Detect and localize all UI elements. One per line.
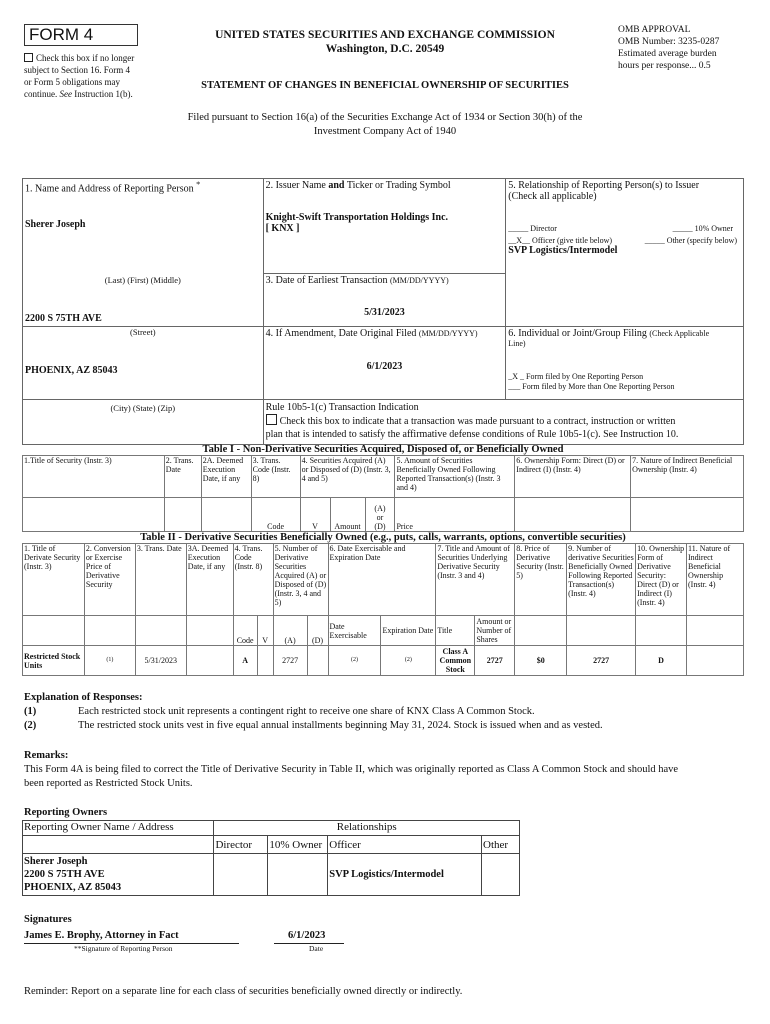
rule-10b5-cell	[263, 400, 743, 445]
owner-other	[482, 854, 520, 896]
table2-title: Table II - Derivative Securities Beneficially Owned (e.g., puts, calls, warrants, options, convertible securities)	[140, 532, 626, 543]
t2-col-conversion: 2. Conversion or Exercise Price of Derivative Security	[84, 544, 135, 616]
t2-sub-blank4	[186, 616, 233, 646]
form-title: FORM 4	[24, 24, 138, 46]
explanation-row2	[24, 719, 754, 733]
t2-cell-price: $0	[515, 646, 567, 676]
table1-title: Table I - Non-Derivative Securities Acquired, Disposed of, or Beneficially Owned	[202, 444, 564, 455]
reporter-street: 2200 S 75TH AVE	[25, 313, 102, 324]
t2-cell-conversion: (1)	[84, 646, 135, 676]
owners-col-officer: Officer	[328, 836, 482, 854]
owners-col-ten: 10% Owner	[268, 836, 328, 854]
officer-title: SVP Logistics/Intermodel	[508, 245, 618, 256]
rule-10b5-checkbox[interactable]	[266, 414, 277, 425]
signature-date: 6/1/2023	[274, 929, 344, 944]
t1-sub-blank5	[631, 498, 744, 532]
t2-col-number: 5. Number of Derivative Securities Acquired (A) or Disposed of (D) (Instr. 3, 4 and 5)	[273, 544, 328, 616]
signer-name: James E. Brophy, Attorney in Fact	[24, 929, 239, 944]
t2-sub-amount: Amount or Number of Shares	[475, 616, 515, 646]
box6-hint-a: (Check Applicable	[649, 328, 710, 338]
t1-sub-ad-c: (D)	[374, 522, 386, 531]
t1-sub-amount: Amount	[330, 498, 365, 532]
owner-street: 2200 S 75TH AVE	[24, 869, 105, 880]
t2-cell-deemed	[186, 646, 233, 676]
t2-col-code: 4. Trans. Code (Instr. 8)	[233, 544, 273, 616]
t2-sub-blank3	[135, 616, 186, 646]
t2-col-exercisable: 6. Date Exercisable and Expiration Date	[328, 544, 436, 616]
original-filed-date: 6/1/2023	[366, 360, 403, 372]
t1-sub-blank2	[164, 498, 201, 532]
t2-col-underlying: 7. Title and Amount of Securities Underlying Derivative Security (Instr. 3 and 4)	[436, 544, 515, 616]
t1-col-acquired: 4. Securities Acquired (A) or Disposed of (D) (Instr. 3, 4 and 5)	[300, 456, 395, 498]
t1-sub-v: V	[300, 498, 330, 532]
t2-sub-d: (D)	[307, 616, 328, 646]
box5-label-b: (Check all applicable)	[508, 191, 597, 202]
t1-sub-ad-b: or	[376, 513, 384, 522]
other-option[interactable]: _____ Other (specify below)	[644, 236, 737, 245]
section16-see: See	[59, 89, 72, 99]
t2-cell-owned: 2727	[567, 646, 636, 676]
t1-sub-blank4	[515, 498, 631, 532]
t2-cell-underlying-title: Class A Common Stock	[436, 646, 475, 676]
t2-cell-amount-d	[307, 646, 328, 676]
explanation-num1: (1)	[24, 706, 37, 717]
t1-col-deemed: 2A. Deemed Execution Date, if any	[201, 456, 251, 498]
director-option[interactable]: _____ Director	[508, 224, 557, 233]
owner-ten	[268, 854, 328, 896]
explanation-heading: Explanation of Responses:	[24, 692, 143, 703]
issuer-ticker: [ KNX ]	[265, 223, 300, 234]
t1-col-title: 1.Title of Security (Instr. 3)	[23, 456, 165, 498]
agency-city: Washington, D.C. 20549	[325, 43, 445, 55]
agency-name: UNITED STATES SECURITIES AND EXCHANGE COMMISSION	[215, 29, 555, 41]
owners-col-name: Reporting Owner Name / Address	[23, 821, 214, 836]
signature-date-label: Date	[309, 944, 324, 953]
t2-col-ownership: 10. Ownership Form of Derivative Security: Direct (D) or Indirect (I) (Instr. 4)	[636, 544, 687, 616]
t2-sub-blank8	[686, 616, 743, 646]
remarks-line1: This Form 4A is being filed to correct the Title of Derivative Security in Table II, which was originally reported as Class A Common Stock and should have	[24, 764, 679, 775]
t1-sub-ad-a: (A)	[374, 504, 386, 513]
t2-sub-expiration: Expiration Date	[381, 616, 436, 646]
box4-format: (MM/DD/YYYY)	[418, 328, 478, 338]
owners-row	[23, 854, 520, 896]
t2-cell-security: Restricted Stock Units	[23, 646, 85, 676]
t2-sub-blank2	[84, 616, 135, 646]
agency-block	[170, 28, 600, 56]
t2-cell-code: A	[233, 646, 257, 676]
owner-director	[214, 854, 268, 896]
section16-checkbox[interactable]	[24, 53, 33, 62]
box6-hint-b: Line)	[508, 338, 526, 348]
rule-10b5-text-a: Check this box to indicate that a transaction was made pursuant to a contract, instruction or written	[279, 416, 676, 427]
t2-sub-blank1	[23, 616, 85, 646]
owner-name: Sherer Joseph	[24, 856, 88, 867]
rule-10b5-text-b: plan that is intended to satisfy the affirmative defense conditions of Rule 10b5-1(c). See Instruction 10.	[265, 429, 679, 440]
t2-cell-nature	[686, 646, 743, 676]
remarks-heading: Remarks:	[24, 750, 69, 761]
filed-line2: Investment Company Act of 1940	[313, 126, 457, 137]
box5-label-a: 5. Relationship of Reporting Person(s) to Issuer	[508, 180, 700, 191]
section16-line-a	[24, 52, 164, 64]
box5-relationship	[506, 179, 744, 327]
owners-col-relationships: Relationships	[214, 821, 520, 836]
signer-label: **Signature of Reporting Person	[74, 944, 173, 953]
box2-issuer	[263, 179, 506, 274]
t2-cell-amount-a: 2727	[273, 646, 307, 676]
owner-address-cell	[23, 854, 214, 896]
t2-sub-code: Code	[233, 616, 257, 646]
t1-sub-ad	[365, 498, 395, 532]
explanation-text1: Each restricted stock unit represents a contingent right to receive one share of KNX Class A Common Stock.	[78, 706, 535, 717]
multi-person-option[interactable]: ___ Form filed by More than One Reporting Person	[508, 381, 675, 391]
owners-sub-blank	[23, 836, 214, 854]
t2-row-rsu	[23, 646, 744, 676]
section16-text-e: Instruction 1(b).	[74, 89, 133, 99]
section16-text-c: or Form 5 obligations may	[24, 77, 120, 87]
reporting-info-table	[22, 178, 744, 445]
t1-col-code: 3. Trans. Code (Instr. 8)	[251, 456, 300, 498]
t1-col-nature: 7. Nature of Indirect Beneficial Ownership (Instr. 4)	[631, 456, 744, 498]
t1-sub-price: Price	[396, 522, 413, 531]
box5-row2	[508, 236, 741, 245]
omb-burden: Estimated average burden	[618, 49, 717, 59]
section16-text-d: continue.	[24, 89, 58, 99]
box2-label-b: Ticker or Trading Symbol	[346, 180, 451, 191]
box4-label-text: 4. If Amendment, Date Original Filed	[265, 327, 417, 339]
t2-sub-blank5	[515, 616, 567, 646]
t1-col-ownership: 6. Ownership Form: Direct (D) or Indirect (I) (Instr. 4)	[515, 456, 631, 498]
t1-sub-price-cell	[395, 498, 515, 532]
remarks-section	[24, 749, 759, 791]
t2-sub-exercisable: Date Exercisable	[328, 616, 381, 646]
t1-sub-blank1	[23, 498, 165, 532]
t2-cell-expiration: (2)	[381, 646, 436, 676]
t2-sub-a: (A)	[273, 616, 307, 646]
remarks-line2: been reported as Restricted Stock Units.	[24, 778, 193, 789]
box4-label	[266, 328, 504, 339]
owners-col-director: Director	[214, 836, 268, 854]
box1-label-wrap	[25, 180, 200, 194]
omb-approval: OMB APPROVAL	[618, 25, 691, 35]
section16-checkbox-block	[24, 52, 164, 100]
box2-label-a: 2. Issuer Name	[265, 180, 326, 191]
street-label: (Street)	[130, 327, 156, 337]
t2-cell-v	[257, 646, 273, 676]
box3-earliest-date	[263, 274, 506, 326]
t1-col-date: 2. Trans. Date	[164, 456, 201, 498]
reminder-text: Reminder: Report on a separate line for each class of securities beneficially owned directly or indirectly.	[24, 986, 463, 997]
t2-cell-date: 5/31/2023	[135, 646, 186, 676]
signatures-heading: Signatures	[24, 914, 72, 925]
box3-label	[266, 275, 504, 286]
t2-cell-underlying-shares: 2727	[475, 646, 515, 676]
filed-line1: Filed pursuant to Section 16(a) of the Securities Exchange Act of 1934 or Section 30(h) of the	[187, 112, 583, 123]
t2-col-title: 1. Title of Derivate Security (Instr. 3)	[23, 544, 85, 616]
t1-sub-code: Code	[251, 498, 300, 532]
box6-filing	[506, 326, 744, 399]
officer-option[interactable]: __X__ Officer (give title below)	[508, 236, 613, 245]
t2-sub-blank7	[636, 616, 687, 646]
omb-hours: hours per response... 0.5	[618, 61, 711, 71]
rule-10b5-line-a	[266, 414, 741, 428]
reporter-city-state: PHOENIX, AZ 85043	[25, 365, 118, 376]
city-state-zip-label: (City) (State) (Zip)	[110, 403, 176, 413]
explanation-section	[24, 691, 754, 733]
t2-col-nature: 11. Nature of Indirect Beneficial Ownership (Instr. 4)	[686, 544, 743, 616]
explanation-num2: (2)	[24, 720, 37, 731]
box4-amendment	[263, 326, 506, 399]
filed-pursuant	[100, 111, 670, 139]
t2-sub-blank6	[567, 616, 636, 646]
t2-cell-exercisable: (2)	[328, 646, 381, 676]
t1-sub-blank3	[201, 498, 251, 532]
earliest-transaction-date: 5/31/2023	[364, 307, 405, 319]
box5-row1	[508, 224, 741, 233]
t2-col-deemed: 3A. Deemed Execution Date, if any	[186, 544, 233, 616]
ten-percent-option[interactable]: _____ 10% Owner	[672, 224, 733, 233]
box2-label-and: and	[328, 180, 345, 191]
statement-title: STATEMENT OF CHANGES IN BENEFICIAL OWNERSHIP OF SECURITIES	[201, 80, 569, 91]
owner-officer-title: SVP Logistics/Intermodel	[328, 854, 482, 896]
t1-col-amount: 5. Amount of Securities Beneficially Owned Following Reported Transaction(s) (Instr. 3 and 4)	[395, 456, 515, 498]
box3-label-text: 3. Date of Earliest Transaction	[265, 275, 388, 287]
omb-number: OMB Number: 3235-0287	[618, 37, 720, 47]
section16-text-b: subject to Section 16. Form 4	[24, 65, 130, 75]
owners-col-other: Other	[482, 836, 520, 854]
table2	[22, 543, 744, 676]
box2-label	[266, 180, 504, 191]
box1-name-address	[23, 179, 264, 400]
section16-text-a: Check this box if no longer	[36, 53, 135, 63]
omb-block	[618, 24, 758, 72]
one-person-option[interactable]: _X _ Form filed by One Reporting Person	[508, 371, 644, 381]
box1-asterisk: *	[196, 180, 201, 189]
box6-label	[508, 328, 741, 339]
owners-table	[22, 820, 520, 896]
box1-city-label-cell	[23, 400, 264, 445]
t2-col-price: 8. Price of Derivative Security (Instr. 5)	[515, 544, 567, 616]
explanation-text2: The restricted stock units vest in five equal annual installments beginning May 31, 2024. Stock is issued when and as vested.	[78, 720, 603, 731]
explanation-row1	[24, 705, 754, 719]
t2-cell-ownership: D	[636, 646, 687, 676]
box1-label: 1. Name and Address of Reporting Person	[25, 183, 194, 195]
section16-line-d	[24, 88, 164, 100]
box3-format: (MM/DD/YYYY)	[390, 276, 449, 286]
t2-col-date: 3. Trans. Date	[135, 544, 186, 616]
rule-10b5-label: Rule 10b5-1(c) Transaction Indication	[265, 402, 419, 413]
name-parts-label: (Last) (First) (Middle)	[104, 275, 181, 285]
owners-heading: Reporting Owners	[24, 807, 108, 818]
table1	[22, 455, 744, 532]
reporter-name: Sherer Joseph	[25, 219, 86, 230]
owner-city: PHOENIX, AZ 85043	[24, 882, 122, 893]
box6-label-text: 6. Individual or Joint/Group Filing	[508, 327, 647, 339]
t2-sub-title: Title	[436, 616, 475, 646]
issuer-name: Knight-Swift Transportation Holdings Inc.	[265, 212, 449, 223]
t2-sub-v: V	[257, 616, 273, 646]
t2-col-owned: 9. Number of derivative Securities Beneficially Owned Following Reported Transaction(s) (Instr. 4)	[567, 544, 636, 616]
